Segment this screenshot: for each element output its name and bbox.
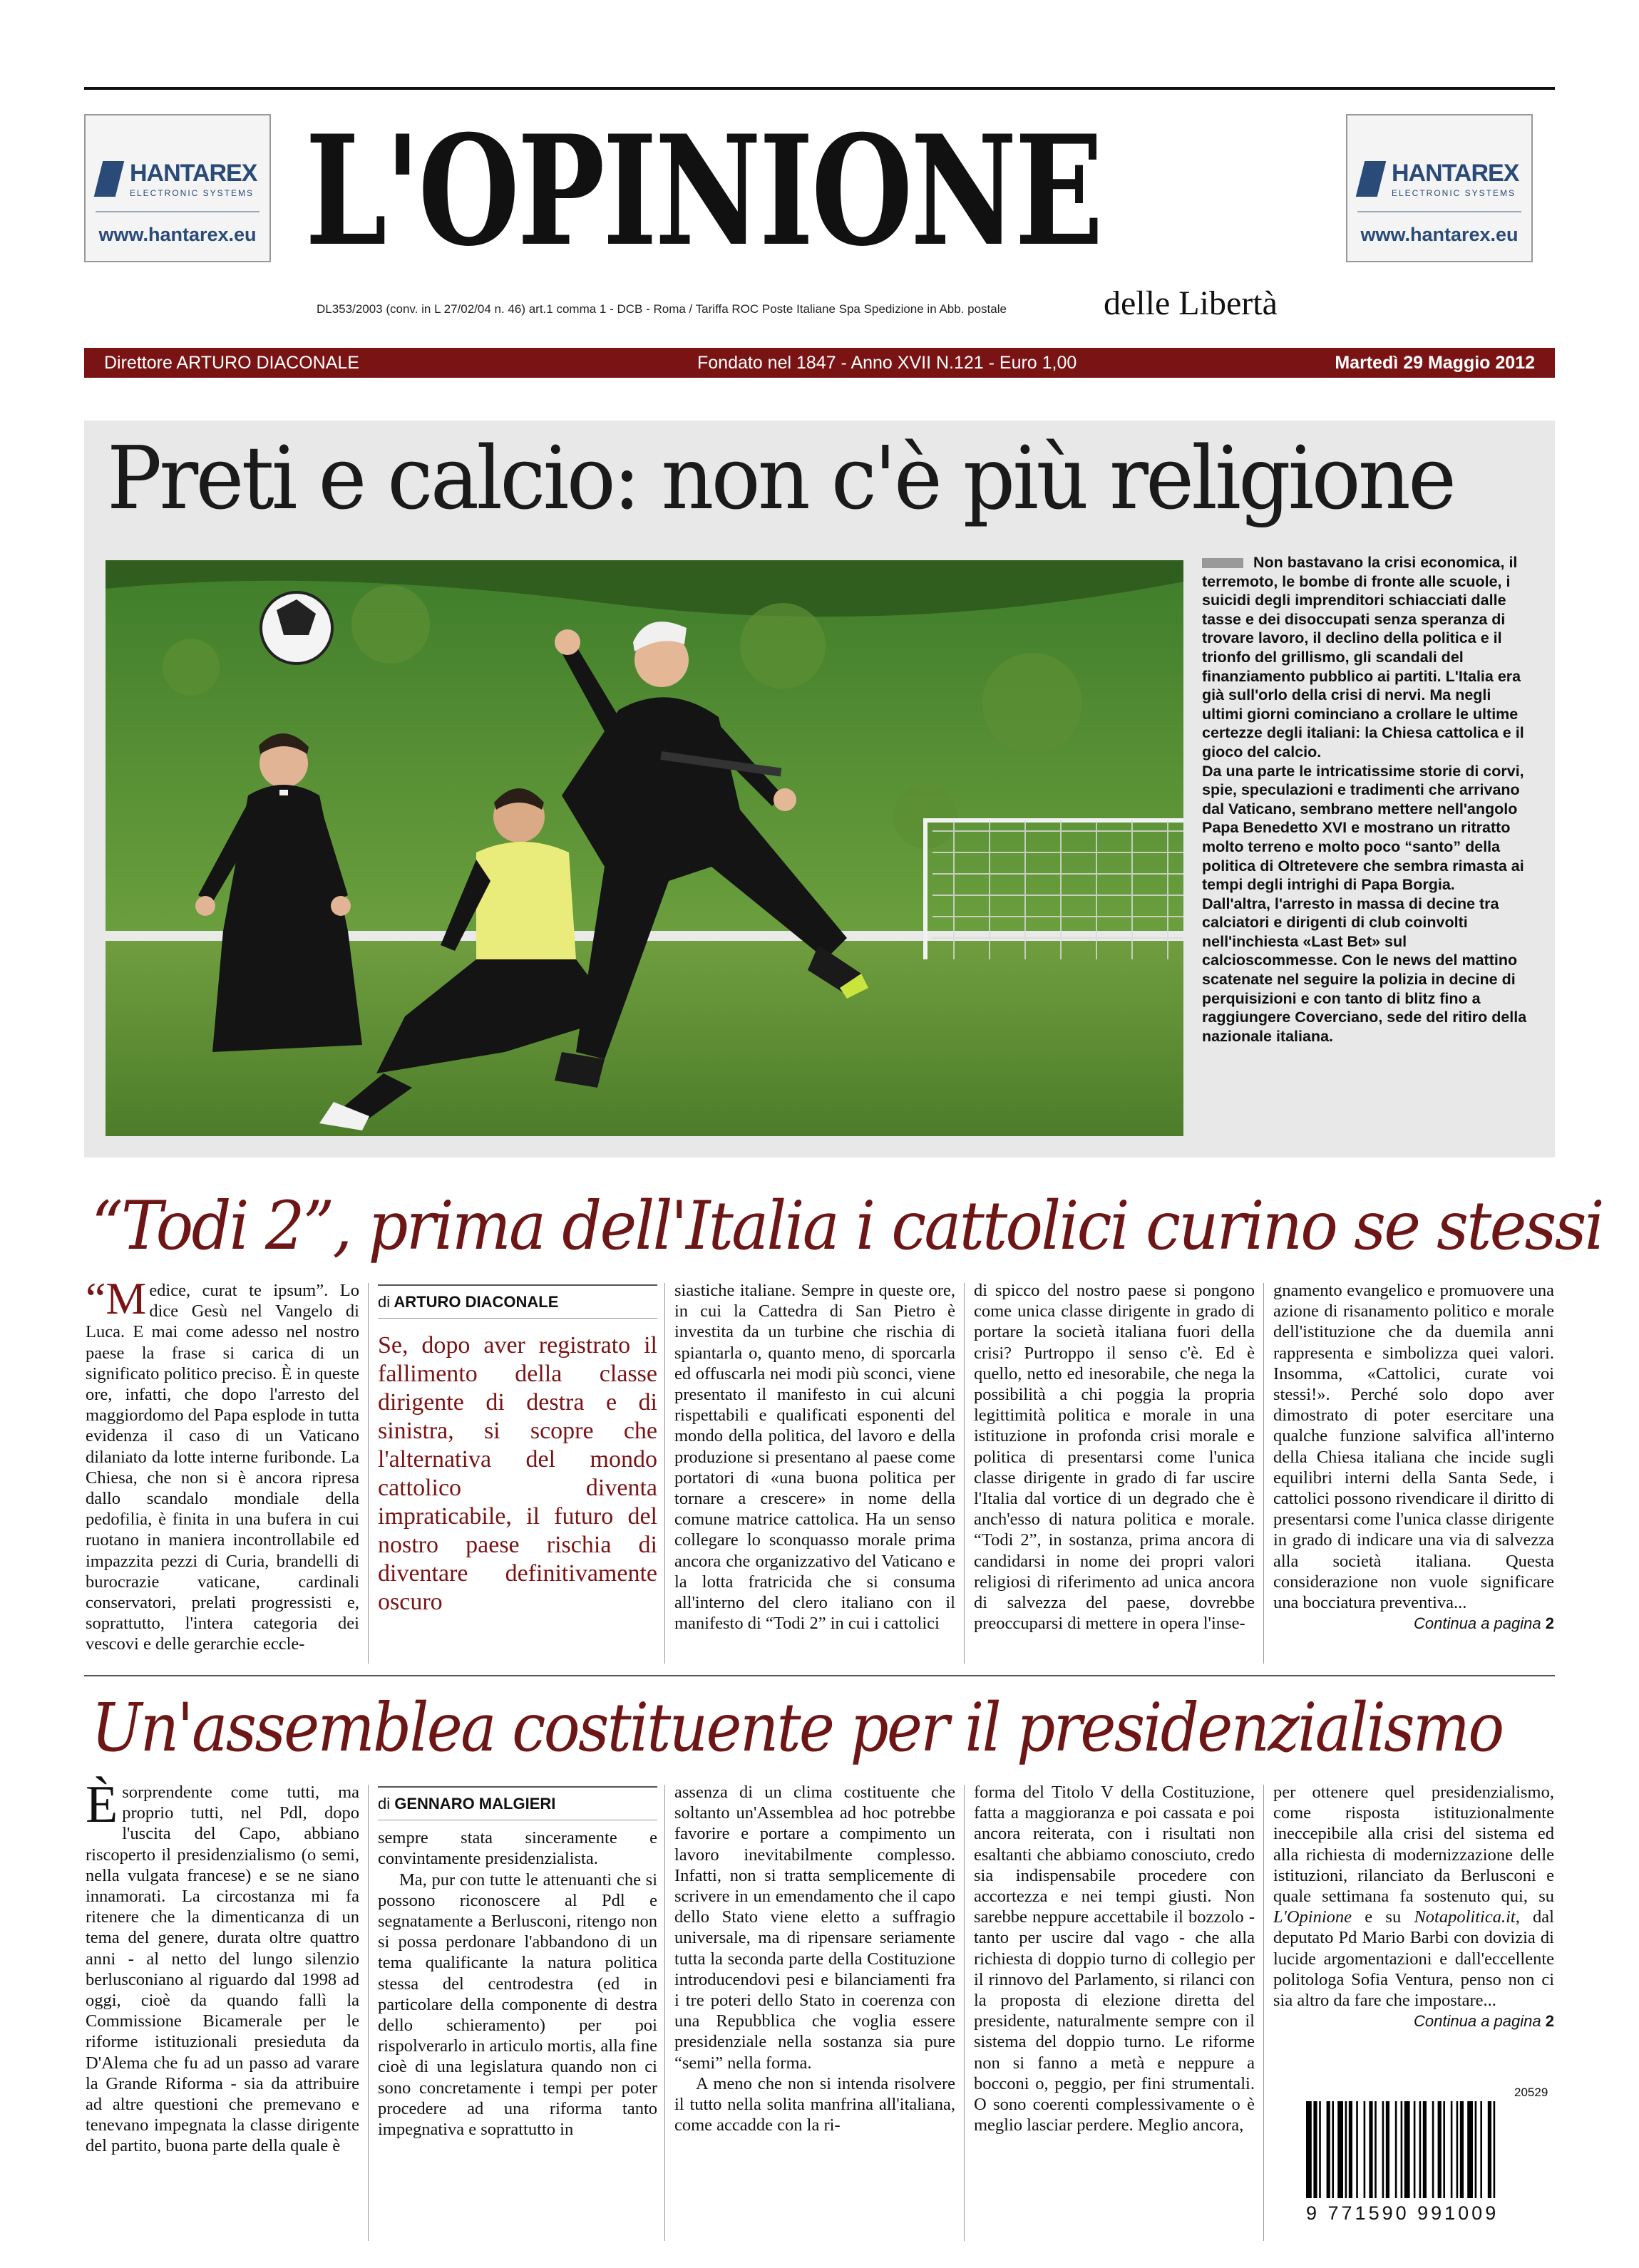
lead-paragraph-1: Non bastavano la crisi economica, il terremoto, le bombe di fronte alle scuole, i suicidi degli imprenditori schiacciati dalle tasse e dei disoccupati senza speranza di trovare lavoro, il declino della politica e il trionfo del grillismo, gli scandali del finanziamento pubblico ai partiti. L'Italia era già sull'orlo della crisi di nervi. Ma negli ultimi giorni cominciano a crollare le ultime certezze degli italiani: la Chiesa cattolica e il gioco del calcio. (1202, 554, 1524, 761)
column-divider (1263, 1283, 1264, 1664)
priests-football-photo (106, 560, 1183, 1136)
column-divider (964, 1283, 965, 1664)
article2-col5-italic-2: Notapolitica.it (1414, 1907, 1516, 1927)
lead-photo (106, 560, 1183, 1136)
info-bar (84, 348, 1555, 378)
article2-col2-text-b: Ma, pur con tutte le attenuanti che si possono riconoscere al Pdl e segnatamente a Berlusconi, ritengo non si possa perdonare l'abbandono di un tema qualificante la natura politica stessa del centrodestra (ed in particolare della componente di destra dello schieramento) per poi rispolverarlo in articulo mortis, alla fine cioè di una legislatura quando non ci sono concretamente i tempi per poter procedere ad una riforma tanto impegnativa e soprattutto in (378, 1870, 657, 2140)
hantarex-logo-icon (1356, 161, 1386, 197)
article1-pullquote: Se, dopo aver registrato il fallimento della classe dirigente di destra e di sinistra, si scopre che l'alternativa del mondo cattolico diventa impraticabile, il futuro del nostro paese rischia di diventare definitivamente oscuro (378, 1332, 657, 1616)
ad-tagline: ELECTRONIC SYSTEMS (130, 188, 255, 198)
article2-col3-text-a: assenza di un clima costituente che soltanto un'Assemblea ad hoc potrebbe favorire e portare a compimento un lavoro inevitabilmente complesso. Infatti, non si tratta semplicemente di scrivere in un emendamento che il capo dello Stato viene eletto a suffragio universale, ma di ripensare seriamente tutta la seconda parte della Costituzione introducendovi pesi e bilanciamenti fra i tre poteri dello Stato in coerenza con una Repubblica che voglia essere presidenziale nella sostanza sia pure “semi” nella forma. (674, 1783, 955, 2073)
article1-col1-text: edice, curat te ipsum”. Lo dice Gesù nel Vangelo di Luca. E mai come adesso nel nostro paese la frase si carica di un significato politico preciso. È in queste ore, infatti, che dopo l'arresto del maggiordomo del Papa esplode in tutta evidenza il caso di un Vaticano dilaniato da lotte interne furibonde. La Chiesa, che non si è ancora ripresa dallo scandalo mondiale della pedofilia, è finita in una bufera in cui ruotano in maniera incontrollabile ed impazzita pezzi di Curia, brandelli di burocrazie vaticane, cardinali conservatori, prelati progressisti e, soprattutto, l'intera categoria dei vescovi e delle gerarchie eccle- (86, 1281, 359, 1654)
article1-col5 (1273, 1280, 1554, 1634)
byline-author[interactable]: ARTURO DIACONALE (394, 1293, 559, 1311)
ad-divider (96, 211, 260, 212)
section-divider (84, 1675, 1555, 1676)
article2-col5-text-a: per ottenere quel presidenzialismo, come risposta istituzionalmente ineccepibile alla crisi del sistema ed alla richiesta di modernizzazione delle istituzioni, rilanciato da Berlusconi e quale settimana fa sostenuto qui, su (1273, 1783, 1554, 1907)
article2-col1-text: sorprendente come tutti, ma proprio tutti, nel Pdl, dopo l'uscita del Capo, abbiano riscoperto il presidenzialismo (o semi, nella vulgata francese) e se ne siano innamorati. La circostanza mi fa ritenere che la dimenticanza di un tema del genere, durata oltre quattro anni - al netto del lungo silenzio berlusconiano al riguardo dal 1998 ad oggi, cioè da quando fallì la Commissione Bicamerale per le riforme istituzionali presieduta da D'Alema che fu ad un passo ad varare la Grande Riforma - sia da attribuire ad altre questioni che premevano e tenevano impegnata la classe dirigente del partito, buona parte della quale è (86, 1783, 359, 2156)
lead-story-text (1202, 553, 1536, 1046)
article2-dropcap: È (86, 1775, 118, 1834)
article1-col4-text: di spicco del nostro paese si pongono come unica classe dirigente in grado di portare la società italiana fuori della crisi? Purtroppo il senso c'è. Ed è quello, netto ed inesorabile, che nega la possibilità a chi poggia la propria legittimità politica e morale in una istituzione in profonda crisi morale e politica di presentarsi come l'unica classe dirigente in grado di far uscire l'Italia dal vortice di un degrado che è anch'esso di natura politica e morale. “Todi 2”, in sostanza, prima ancora di candidarsi in nome dei propri valori religiosi di riferimento ad unica ancora di salvezza del paese, dovrebbe preoccuparsi di mettere in opera l'inse- (974, 1281, 1255, 1634)
continue-label: Continua a pagina (1414, 2012, 1541, 2031)
byline-di: di (378, 1795, 391, 1813)
newspaper-subtitle: delle Libertà (1104, 284, 1278, 322)
masthead-top-rule (84, 87, 1555, 90)
article2-col4-text: forma del Titolo V della Costituzione, fatta a maggioranza e poi cassata e poi ancora reiterata, con i risultati non esaltanti che abbiamo conosciuto, credo sia indispensabile procedere con accortezza e nei tempi giusti. Non sarebbe neppure accettabile il bozzolo - tanto per uscire dal vago - che alla richiesta di doppio turno di collegio per il rinnovo del Parlamento, si rilanci con la proposta di elezione diretta del presidente, naturalmente sempre con il sistema del doppio turno. Le riforme non si fanno a metà e neppure a bocconi o, peggio, per fini strumentali. O sono coerenti complessivamente o è meglio lasciar perdere. Meglio ancora, (974, 1783, 1255, 2135)
lead-paragraph-2: Da una parte le intricatissime storie di corvi, spie, speculazioni e tradimenti che arrivano dal Vaticano, sembrano mettere nell'angolo Papa Benedetto XVI e mostrano un ritratto molto terreno e molto poco “santo” della politica di Oltretevere che sembra rimasta ai tempi degli intrighi di Papa Borgia. (1202, 762, 1524, 894)
ad-brand: HANTAREX (1392, 160, 1519, 187)
issue-date: Martedì 29 Maggio 2012 (1335, 353, 1535, 373)
article1-continue-link[interactable] (1273, 1613, 1554, 1634)
barcode-graphic (1303, 2101, 1557, 2201)
barcode-digits: 9 771590 991009 (1306, 2202, 1499, 2224)
newspaper-title: L'OPINIONE (305, 102, 1101, 279)
lead-marker (1202, 558, 1243, 568)
article1-col1 (86, 1273, 359, 1655)
ad-tagline: ELECTRONIC SYSTEMS (1392, 188, 1516, 198)
continue-label: Continua a pagina (1414, 1614, 1541, 1633)
article1-headline[interactable]: “Todi 2”, prima dell'Italia i cattolici curino se stessi (91, 1187, 1603, 1265)
barcode-icon (1303, 2101, 1557, 2208)
article2-continue-link[interactable] (1273, 2011, 1554, 2031)
article2-col2 (378, 1786, 657, 2140)
article2-col5-text-b: e su (1352, 1907, 1414, 1927)
founding-info: Fondato nel 1847 - Anno XVII N.121 - Euro 1,00 (697, 353, 1077, 373)
article1-col4 (974, 1280, 1255, 1634)
ad-brand: HANTAREX (130, 160, 257, 187)
article2-col4 (974, 1782, 1255, 2135)
column-divider (368, 1785, 369, 2241)
barcode-issue-code: 20529 (1514, 2086, 1548, 2099)
column-divider (664, 1283, 665, 1664)
byline-di: di (378, 1293, 391, 1311)
lead-paragraph-3: Dall'altra, l'arresto in massa di decine tra calciatori e dirigenti di club coinvolti nell'inchiesta «Last Bet» sul calcioscommesse. Con le news del mattino scatenate nel seguire la polizia in decine di perquisizioni e con tanto di blitz fino a raggiungere Coverciano, sede del ritiro della nazionale italiana. (1202, 895, 1527, 1045)
article2-col5 (1273, 1782, 1554, 2031)
column-divider (1263, 1785, 1264, 2241)
article2-col5-italic-1: L'Opinione (1273, 1907, 1352, 1927)
article2-byline[interactable] (378, 1786, 657, 1820)
article2-col3 (674, 1782, 955, 2135)
column-divider (964, 1785, 965, 2241)
article1-col3 (674, 1280, 955, 1634)
article2-col1 (86, 1775, 359, 2157)
article1-col2 (378, 1284, 657, 1617)
hantarex-logo-icon (94, 161, 124, 197)
article1-dropcap: “M (86, 1273, 147, 1324)
article2-headline[interactable]: Un'assemblea costituente per il presidenzialismo (91, 1689, 1503, 1767)
continue-page: 2 (1545, 2012, 1554, 2031)
ad-url[interactable]: www.hantarex.eu (1360, 224, 1519, 245)
legal-notice: DL353/2003 (conv. in L 27/02/04 n. 46) art.1 comma 1 - DCB - Roma / Tariffa ROC Poste Italiane Spa Spedizione in Abb. postale (317, 302, 1007, 316)
column-divider (664, 1785, 665, 2241)
ad-divider (1357, 211, 1521, 212)
ad-left[interactable] (84, 114, 271, 262)
article1-col5-text: gnamento evangelico e promuovere una azione di risanamento politico e morale dell'istituzione che da duemila anni rappresenta e simbolizza quei valori. Insomma, «Cattolici, curate voi stessi!». Perché solo dopo aver dimostrato di poter esercitare una qualche funzione salvifica all'interno della Chiesa italiana che incide sugli equilibri interni della Santa Sede, i cattolici possono rivendicare il diritto di presentarsi come l'unica classe dirigente in grado di indicare una via di salvezza alla società italiana. Questa considerazione non vuole significare una bocciatura preventiva... (1273, 1281, 1554, 1613)
article2-col5-text-c: , dal deputato Pd Mario Barbi con dovizia di lucide argomentazioni e dall'eccellente politologa Sofia Ventura, penso non ci sia altro da fare che impostare... (1273, 1907, 1554, 2011)
lead-headline[interactable]: Preti e calcio: non c'è più religione (107, 428, 1454, 529)
article1-col3-text: siastiche italiane. Sempre in queste ore, in cui la Cattedra di San Pietro è investita da un turbine che rischia di spiantarla o, quanto meno, di sporcarla ed offuscarla nei modi più sconci, viene presentato il manifesto in cui alcuni rispettabili e qualificati esponenti del mondo della politica, del lavoro e della produzione si presentano al paese come portatori di «una buona politica per tornare a crescere» in nome della comune matrice cattolica. Ha un senso collegare lo sconquasso morale prima ancora che organizzativo del Vaticano e la lotta fratricida che si consuma all'interno del clero italiano con il manifesto di “Todi 2” in cui i cattolici (674, 1281, 955, 1634)
continue-page: 2 (1545, 1614, 1554, 1633)
article2-col3-text-b: A meno che non si intenda risolvere il tutto nella solita manfrina all'italiana, come accadde con la ri- (674, 2073, 955, 2135)
article2-col2-text-a: sempre stata sinceramente e convintamente presidenzialista. (378, 1828, 657, 1869)
column-divider (368, 1283, 369, 1664)
article1-byline[interactable] (378, 1284, 657, 1319)
byline-author[interactable]: GENNARO MALGIERI (394, 1795, 556, 1813)
ad-url[interactable]: www.hantarex.eu (98, 224, 257, 245)
ad-right[interactable] (1346, 114, 1533, 262)
director-label: Direttore ARTURO DIACONALE (104, 353, 359, 373)
